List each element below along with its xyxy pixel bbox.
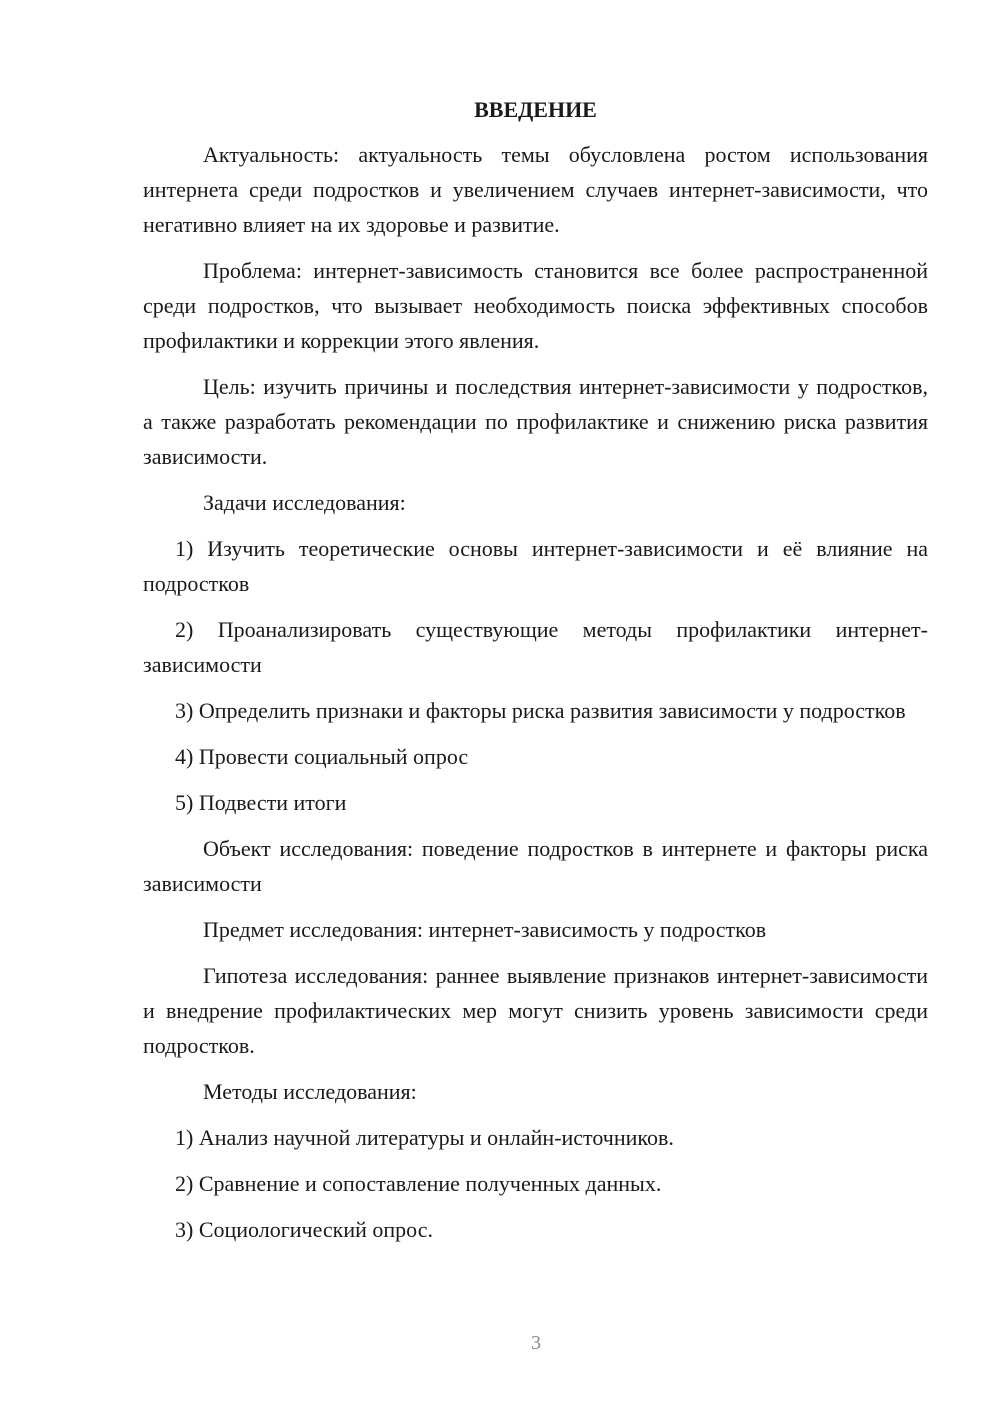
task-item: 1) Изучить теоретические основы интернет-зависимости и её влияние на подростков — [143, 536, 928, 596]
paragraph-hypothesis: Гипотеза исследования: раннее выявление признаков интернет-зависимости и внедрение профилактических мер могут снизить уровень зависимости среди подростков. — [143, 963, 928, 1058]
task-item: 3) Определить признаки и факторы риска развития зависимости у подростков — [175, 698, 906, 723]
method-item: 2) Сравнение и сопоставление полученных данных. — [175, 1171, 662, 1196]
paragraph-problem: Проблема: интернет-зависимость становится все более распространенной среди подростков, что вызывает необходимость поиска эффективных способов профилактики и коррекции этого явления. — [143, 258, 928, 353]
page-content — [143, 95, 928, 1258]
page-number: 3 — [531, 1332, 541, 1354]
tasks-heading: Задачи исследования: — [203, 490, 406, 515]
paragraph-object: Объект исследования: поведение подростков в интернете и факторы риска зависимости — [143, 836, 928, 896]
methods-heading: Методы исследования: — [203, 1079, 417, 1104]
paragraph-goal: Цель: изучить причины и последствия интернет-зависимости у подростков, а также разработать рекомендации по профилактике и снижению риска развития зависимости. — [143, 374, 928, 469]
paragraph-relevance: Актуальность: актуальность темы обусловлена ростом использования интернета среди подростков и увеличением случаев интернет-зависимости, что негативно влияет на их здоровье и развитие. — [143, 142, 928, 237]
section-title: ВВЕДЕНИЕ — [474, 97, 597, 122]
task-item: 2) Проанализировать существующие методы профилактики интернет-зависимости — [143, 617, 928, 677]
task-item: 4) Провести социальный опрос — [175, 744, 469, 769]
method-item: 3) Социологический опрос. — [175, 1217, 433, 1242]
paragraph-subject: Предмет исследования: интернет-зависимость у подростков — [203, 917, 767, 942]
method-item: 1) Анализ научной литературы и онлайн-источников. — [175, 1125, 674, 1150]
task-item: 5) Подвести итоги — [175, 790, 347, 815]
